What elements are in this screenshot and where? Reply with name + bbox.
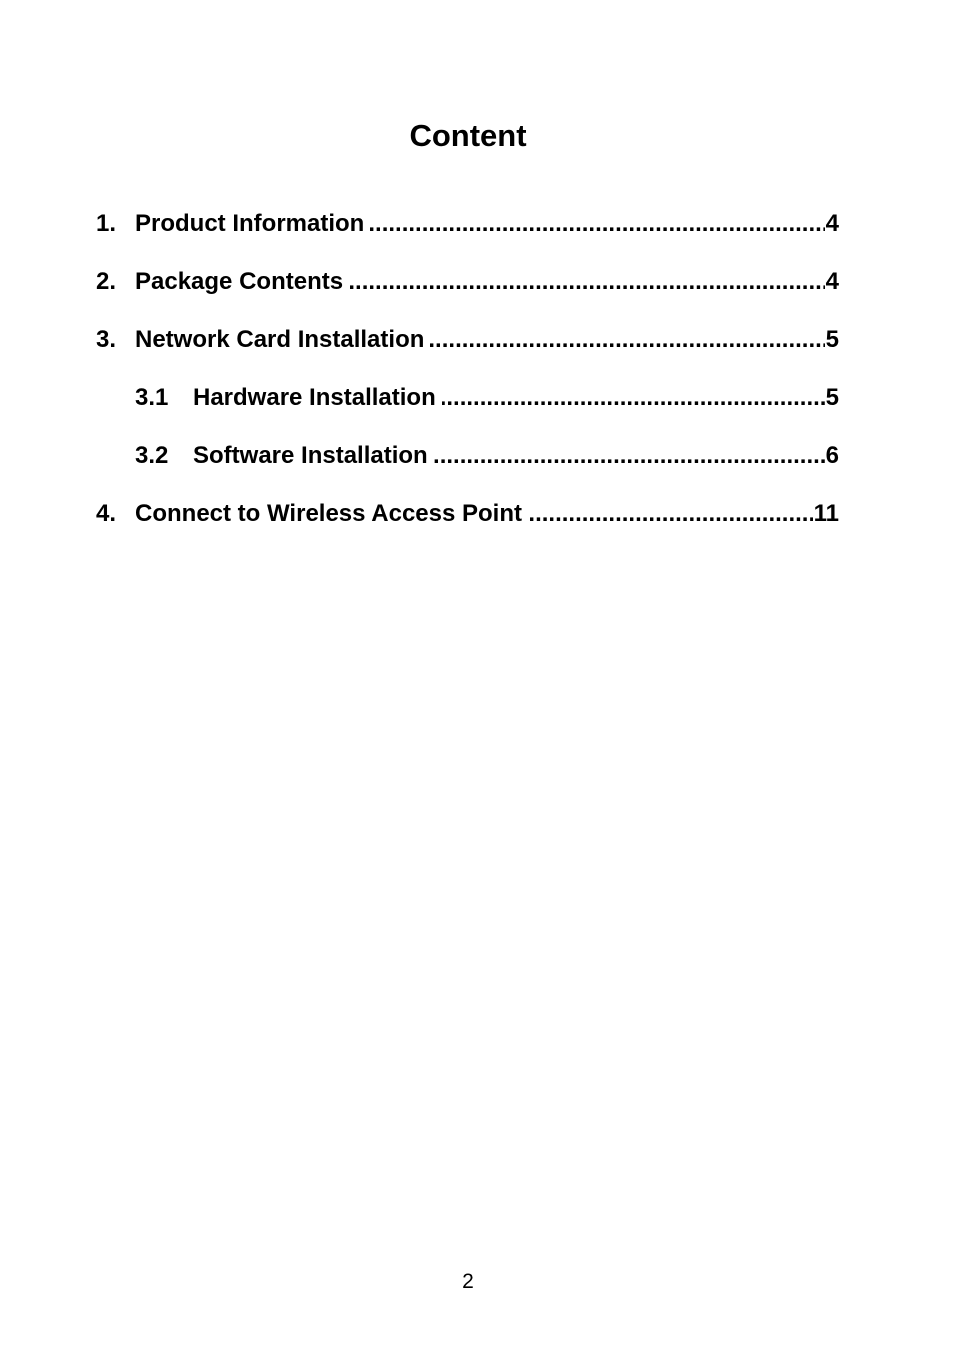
toc-entry-number: 3. [96,322,118,358]
toc-entry-package-contents[interactable] [96,264,839,322]
toc-entry-number: 3.1 [135,380,170,416]
table-of-contents [96,206,839,554]
toc-entry-label: Product Information [135,210,370,237]
toc-entry-hardware-installation[interactable] [96,380,839,438]
toc-entry-page: 6 [825,438,839,474]
toc-entry-software-installation[interactable] [96,438,839,496]
toc-entry-product-information[interactable] [96,206,839,264]
toc-entry-label: Software Installation [193,442,434,469]
toc-entry-page: 5 [825,322,839,358]
toc-entry-number: 4. [96,496,118,532]
toc-entry-page: 4 [825,206,839,242]
toc-entry-label: Network Card Installation [135,326,430,353]
toc-entry-page: 4 [825,264,839,300]
toc-entry-page: 5 [825,380,839,416]
page-title: Content [409,118,527,153]
toc-entry-label: Connect to Wireless Access Point [135,500,528,527]
toc-entry-number: 2. [96,264,118,300]
toc-entry-connect-to-wireless-access-point[interactable] [96,496,839,554]
toc-entry-label: Package Contents [135,268,349,295]
toc-entry-number: 1. [96,206,118,242]
toc-entry-label: Hardware Installation [193,384,442,411]
toc-entry-number: 3.2 [135,438,170,474]
page-number: 2 [462,1270,474,1293]
toc-entry-network-card-installation[interactable] [96,322,839,380]
toc-entry-page: 11 [813,496,839,532]
